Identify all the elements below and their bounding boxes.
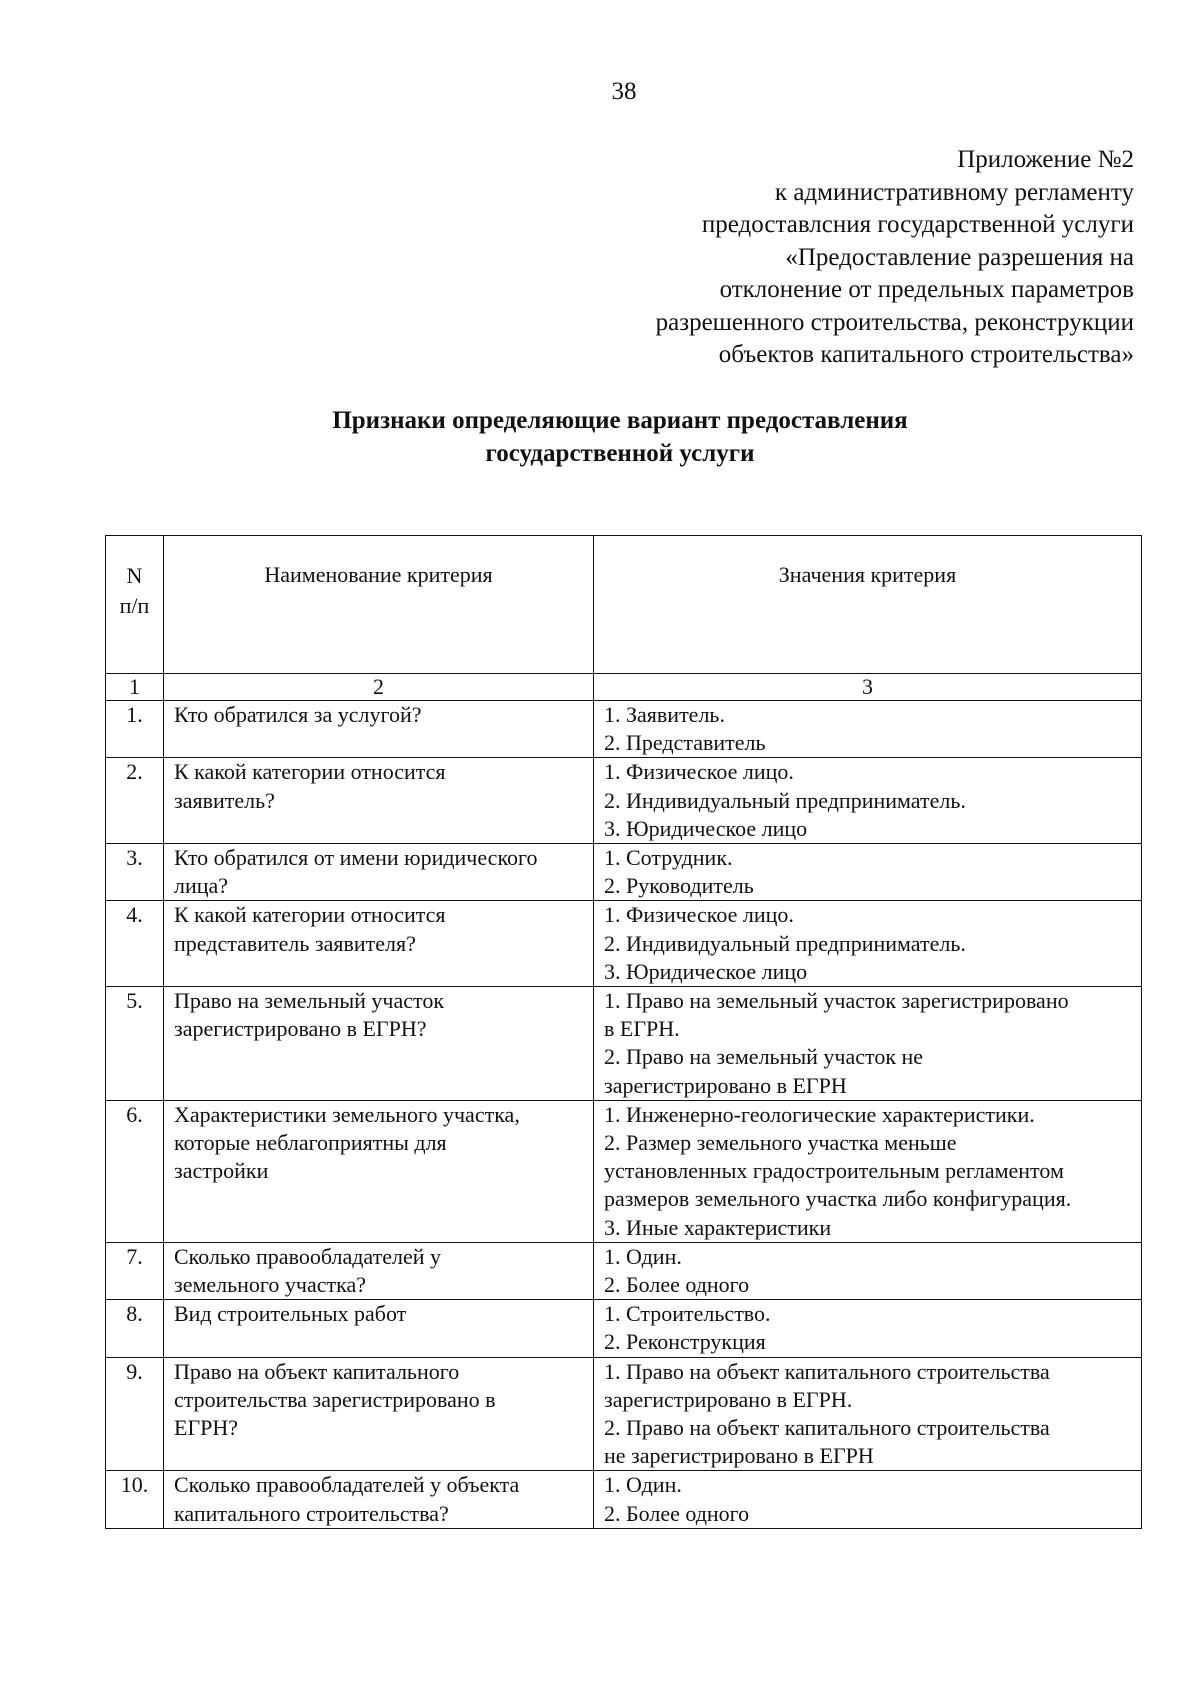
criterion-value-line: 1. Один.	[604, 1472, 682, 1498]
appendix-line: к административному регламенту	[774, 178, 1134, 206]
criterion-values	[594, 987, 1142, 1101]
criteria-table	[105, 535, 1142, 1529]
criterion-name-line: Вид строительных работ	[174, 1301, 407, 1327]
column-number-row	[106, 674, 1142, 701]
criterion-value-line: 2. Более одного	[604, 1500, 750, 1526]
title-line: Признаки определяющие вариант предоставления	[332, 407, 908, 434]
page-number: 38	[611, 78, 637, 105]
table-row	[106, 758, 1142, 844]
criterion-value-line: не зарегистрировано в ЕГРН	[604, 1443, 874, 1469]
appendix-line: разрешенного строительства, реконструкции	[655, 308, 1134, 336]
criterion-name-line: Кто обратился от имени юридического	[174, 845, 538, 871]
criterion-value-line: 2. Реконструкция	[604, 1329, 766, 1355]
criterion-value-line: 1. Строительство.	[604, 1301, 771, 1327]
criterion-name	[164, 901, 594, 987]
criterion-name-line: К какой категории относится	[174, 902, 446, 928]
row-number: 5.	[106, 987, 164, 1101]
header-number-line: п/п	[119, 593, 150, 618]
criterion-value-line: в ЕГРН.	[604, 1016, 680, 1042]
header-criterion-values: Значения критерия	[594, 536, 1142, 674]
criterion-value-line: 2. Более одного	[604, 1272, 750, 1298]
table-row	[106, 844, 1142, 901]
criterion-value-line: 1. Один.	[604, 1243, 682, 1269]
column-number: 3	[594, 674, 1142, 701]
criterion-value-line: 1. Физическое лицо.	[604, 759, 794, 785]
criterion-value-line: 1. Физическое лицо.	[604, 902, 794, 928]
appendix-line: отклонение от предельных параметров	[719, 276, 1134, 303]
table-row	[106, 901, 1142, 987]
document-title	[160, 404, 1080, 470]
criterion-name	[164, 1471, 594, 1528]
criterion-name-line: Кто обратился за услугой?	[174, 702, 422, 727]
criterion-name	[164, 701, 594, 758]
criterion-name-line: Сколько правообладателей у объекта	[174, 1472, 520, 1498]
criterion-name-line: зарегистрировано в ЕГРН?	[174, 1016, 427, 1042]
criterion-name	[164, 1357, 594, 1471]
table-row	[106, 1242, 1142, 1299]
criterion-values	[594, 901, 1142, 987]
criterion-name	[164, 758, 594, 844]
criterion-name-line: Сколько правообладателей у	[174, 1243, 441, 1269]
appendix-line: предоставлсния государственной услуги	[701, 211, 1134, 238]
header-number	[106, 536, 164, 674]
table-row	[106, 1100, 1142, 1242]
criterion-name-line: Характеристики земельного участка,	[174, 1101, 520, 1127]
criterion-value-line: зарегистрировано в ЕГРН.	[604, 1386, 853, 1412]
criterion-name-line: заявитель?	[174, 787, 275, 813]
criterion-value-line: 2. Представитель	[604, 730, 766, 756]
row-number: 1.	[106, 701, 164, 758]
criterion-value-line: 2. Право на земельный участок не	[604, 1044, 924, 1070]
criterion-name-line: которые неблагоприятны для	[174, 1130, 447, 1156]
header-criterion-name: Наименование критерия	[164, 536, 594, 674]
criterion-name-line: застройки	[174, 1158, 269, 1184]
criterion-values	[594, 758, 1142, 844]
table-row	[106, 701, 1142, 758]
criterion-name-line: лица?	[174, 873, 229, 899]
appendix-line: «Предоставление разрешения на	[785, 243, 1134, 271]
criterion-values	[594, 1242, 1142, 1299]
criterion-value-line: 1. Заявитель.	[604, 702, 725, 727]
table-row	[106, 1357, 1142, 1471]
criterion-values	[594, 1100, 1142, 1242]
criterion-name-line: строительства зарегистрировано в	[174, 1386, 496, 1412]
criterion-name-line: ЕГРН?	[174, 1415, 239, 1441]
row-number: 3.	[106, 844, 164, 901]
criterion-value-line: 2. Индивидуальный предприниматель.	[604, 930, 966, 956]
row-number: 9.	[106, 1357, 164, 1471]
criterion-value-line: 3. Иные характеристики	[604, 1214, 832, 1240]
criterion-values	[594, 1357, 1142, 1471]
criterion-value-line: 3. Юридическое лицо	[604, 815, 808, 841]
criterion-values	[594, 701, 1142, 758]
criterion-name	[164, 1300, 594, 1357]
criterion-value-line: 2. Размер земельного участка меньше	[604, 1130, 957, 1156]
criterion-name-line: капитального строительства?	[174, 1500, 449, 1526]
criterion-value-line: установленных градостроительным регламентом	[604, 1158, 1064, 1184]
criterion-name-line: земельного участка?	[174, 1272, 366, 1298]
criterion-name	[164, 1100, 594, 1242]
criterion-name-line: Право на объект капитального	[174, 1358, 460, 1384]
criterion-value-line: 1. Право на объект капитального строительства	[604, 1358, 1050, 1384]
appendix-block	[434, 144, 1134, 372]
criterion-name-line: представитель заявителя?	[174, 930, 416, 956]
row-number: 8.	[106, 1300, 164, 1357]
criterion-name	[164, 1242, 594, 1299]
row-number: 10.	[106, 1471, 164, 1528]
criterion-name	[164, 987, 594, 1101]
criterion-value-line: 2. Руководитель	[604, 873, 754, 899]
header-number-line: N	[126, 563, 143, 588]
criterion-value-line: 3. Юридическое лицо	[604, 958, 808, 984]
row-number: 2.	[106, 758, 164, 844]
row-number: 6.	[106, 1100, 164, 1242]
column-number: 1	[106, 674, 164, 701]
appendix-line: Приложение №2	[957, 146, 1134, 173]
row-number: 4.	[106, 901, 164, 987]
criterion-values	[594, 844, 1142, 901]
criterion-value-line: размеров земельного участка либо конфигурация.	[604, 1186, 1072, 1212]
appendix-line: объектов капитального строительства»	[718, 341, 1134, 368]
criterion-value-line: 1. Сотрудник.	[604, 845, 733, 871]
table-row	[106, 987, 1142, 1101]
criterion-values	[594, 1300, 1142, 1357]
criterion-name	[164, 844, 594, 901]
table-row	[106, 1471, 1142, 1528]
criterion-value-line: зарегистрировано в ЕГРН	[604, 1072, 847, 1098]
criterion-value-line: 2. Индивидуальный предприниматель.	[604, 787, 966, 813]
column-number: 2	[164, 674, 594, 701]
title-line: государственной услуги	[485, 440, 755, 467]
row-number: 7.	[106, 1242, 164, 1299]
table-row	[106, 1300, 1142, 1357]
criterion-name-line: Право на земельный участок	[174, 988, 445, 1014]
criterion-name-line: К какой категории относится	[174, 759, 446, 785]
criterion-values	[594, 1471, 1142, 1528]
criterion-value-line: 1. Право на земельный участок зарегистрировано	[604, 988, 1069, 1014]
criterion-value-line: 2. Право на объект капитального строительства	[604, 1415, 1050, 1441]
criterion-value-line: 1. Инженерно-геологические характеристики.	[604, 1101, 1035, 1127]
table-header-row	[106, 536, 1142, 674]
